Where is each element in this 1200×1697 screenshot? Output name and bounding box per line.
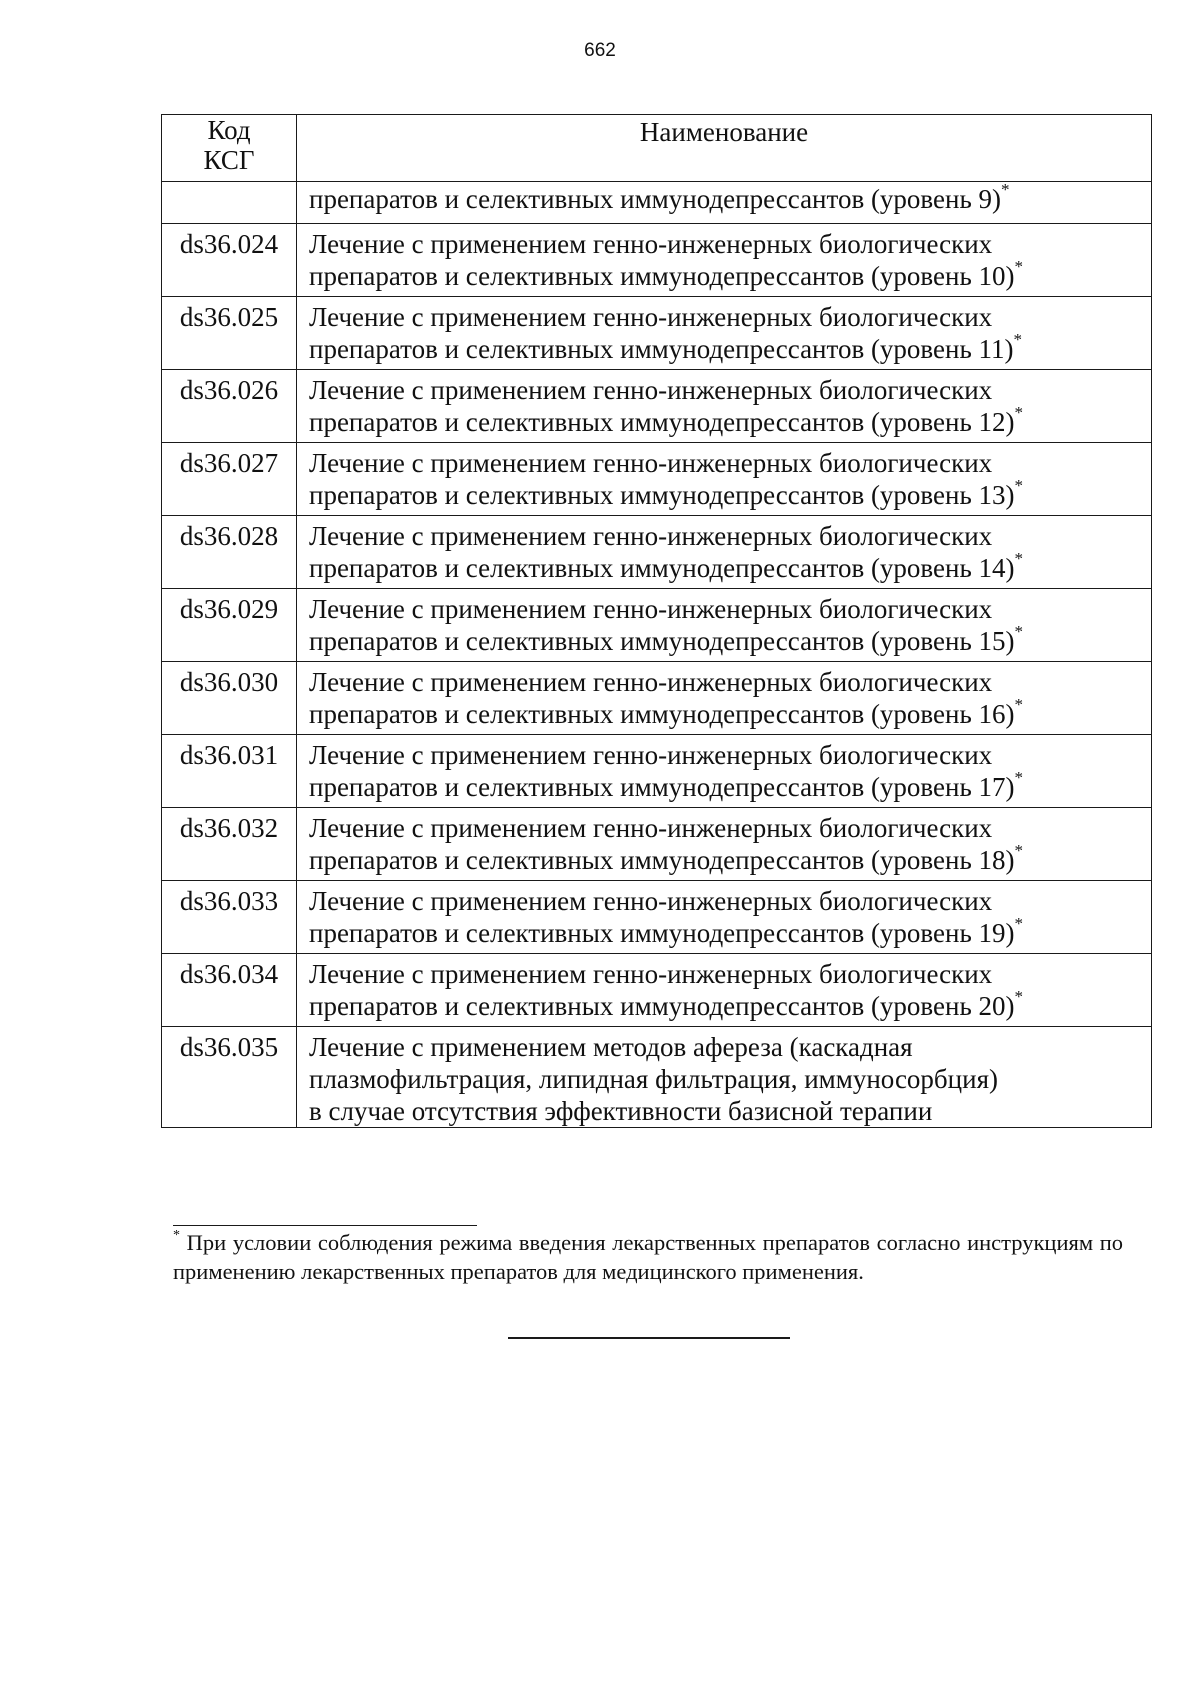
table-row [162, 662, 1152, 735]
table-row [162, 881, 1152, 954]
ksg-name-line2: препаратов и селективных иммунодепрессантов (уровень 15) [309, 626, 1015, 656]
ksg-name-line1: Лечение с применением генно-инженерных биологических [309, 594, 993, 624]
table-row [162, 589, 1152, 662]
continuation-code [162, 182, 297, 224]
footnote-mark: * [173, 1228, 180, 1243]
footnote-mark: * [1014, 257, 1024, 276]
ksg-table [161, 114, 1152, 1128]
ksg-name-line2: препаратов и селективных иммунодепрессантов (уровень 20) [309, 991, 1015, 1021]
ksg-name-line2: препаратов и селективных иммунодепрессантов (уровень 11) [309, 334, 1014, 364]
ksg-code: ds36.034 [162, 954, 297, 1027]
footnote [173, 1228, 1123, 1286]
ksg-name-line1: Лечение с применением генно-инженерных биологических [309, 886, 993, 916]
continuation-name [297, 182, 1152, 224]
ksg-name [297, 224, 1152, 297]
footnote-mark: * [1014, 695, 1024, 714]
table-row [162, 516, 1152, 589]
header-code-line2: КСГ [203, 145, 255, 175]
ksg-code: ds36.029 [162, 589, 297, 662]
table-row [162, 297, 1152, 370]
footnote-mark: * [1014, 987, 1024, 1006]
ksg-name-line1: Лечение с применением генно-инженерных биологических [309, 959, 993, 989]
ksg-name-line2: препаратов и селективных иммунодепрессантов (уровень 18) [309, 845, 1015, 875]
ksg-code: ds36.031 [162, 735, 297, 808]
end-rule [508, 1337, 790, 1339]
ksg-name-line1: Лечение с применением методов афереза (каскадная [309, 1032, 913, 1062]
ksg-name-line1: Лечение с применением генно-инженерных биологических [309, 740, 993, 770]
ksg-name [297, 662, 1152, 735]
ksg-name [297, 370, 1152, 443]
ksg-name-line1: Лечение с применением генно-инженерных биологических [309, 521, 993, 551]
ksg-name-line1: Лечение с применением генно-инженерных биологических [309, 375, 993, 405]
ksg-code: ds36.032 [162, 808, 297, 881]
footnote-mark: * [1014, 622, 1024, 641]
table-body [162, 182, 1152, 1128]
ksg-name-line1: Лечение с применением генно-инженерных биологических [309, 448, 993, 478]
ksg-name-line2: препаратов и селективных иммунодепрессантов (уровень 17) [309, 772, 1015, 802]
footnote-mark: * [1001, 180, 1010, 199]
continuation-row [162, 182, 1152, 224]
ksg-name [297, 881, 1152, 954]
footnote-mark: * [1014, 841, 1024, 860]
header-code [162, 115, 297, 182]
ksg-name-line2: препаратов и селективных иммунодепрессантов (уровень 10) [309, 261, 1015, 291]
ksg-code: ds36.024 [162, 224, 297, 297]
page-number: 662 [584, 40, 616, 61]
ksg-name-line2: препаратов и селективных иммунодепрессантов (уровень 13) [309, 480, 1015, 510]
table-row [162, 370, 1152, 443]
header-name: Наименование [297, 115, 1152, 182]
table-row [162, 808, 1152, 881]
footnote-mark: * [1013, 330, 1023, 349]
table-row [162, 224, 1152, 297]
footnote-mark: * [1014, 476, 1024, 495]
ksg-name [297, 1027, 1152, 1128]
footnote-separator [173, 1225, 477, 1226]
footnote-text: При условии соблюдения режима введения лекарственных препаратов согласно инструкциям по применению лекарственных препаратов для медицинского применения. [173, 1230, 1124, 1284]
ksg-code: ds36.026 [162, 370, 297, 443]
continuation-name-text: препаратов и селективных иммунодепрессантов (уровень 9) [309, 184, 1002, 214]
ksg-name [297, 589, 1152, 662]
ksg-name [297, 297, 1152, 370]
ksg-name [297, 808, 1152, 881]
table-row [162, 1027, 1152, 1128]
footnote-mark: * [1014, 549, 1024, 568]
ksg-name-line2: препаратов и селективных иммунодепрессантов (уровень 14) [309, 553, 1015, 583]
ksg-code: ds36.033 [162, 881, 297, 954]
footnote-mark: * [1014, 403, 1024, 422]
ksg-name-line1: Лечение с применением генно-инженерных биологических [309, 813, 993, 843]
ksg-name-line2: препаратов и селективных иммунодепрессантов (уровень 19) [309, 918, 1015, 948]
ksg-name [297, 516, 1152, 589]
table-header-row [162, 115, 1152, 182]
table-row [162, 735, 1152, 808]
ksg-name-line2: препаратов и селективных иммунодепрессантов (уровень 12) [309, 407, 1015, 437]
ksg-code: ds36.025 [162, 297, 297, 370]
ksg-code: ds36.028 [162, 516, 297, 589]
ksg-name-line3: в случае отсутствия эффективности базисной терапии [309, 1096, 933, 1126]
table-row [162, 954, 1152, 1027]
ksg-code: ds36.030 [162, 662, 297, 735]
header-code-line1: Код [207, 115, 251, 145]
ksg-name-line1: Лечение с применением генно-инженерных биологических [309, 667, 993, 697]
footnote-mark: * [1014, 768, 1024, 787]
ksg-name-line2: плазмофильтрация, липидная фильтрация, иммуносорбция) [309, 1064, 998, 1094]
ksg-name [297, 954, 1152, 1027]
ksg-name-line2: препаратов и селективных иммунодепрессантов (уровень 16) [309, 699, 1015, 729]
ksg-code: ds36.027 [162, 443, 297, 516]
table-row [162, 443, 1152, 516]
ksg-code: ds36.035 [162, 1027, 297, 1128]
ksg-name-line1: Лечение с применением генно-инженерных биологических [309, 229, 993, 259]
footnote-mark: * [1014, 914, 1024, 933]
ksg-name [297, 735, 1152, 808]
ksg-name [297, 443, 1152, 516]
ksg-name-line1: Лечение с применением генно-инженерных биологических [309, 302, 993, 332]
